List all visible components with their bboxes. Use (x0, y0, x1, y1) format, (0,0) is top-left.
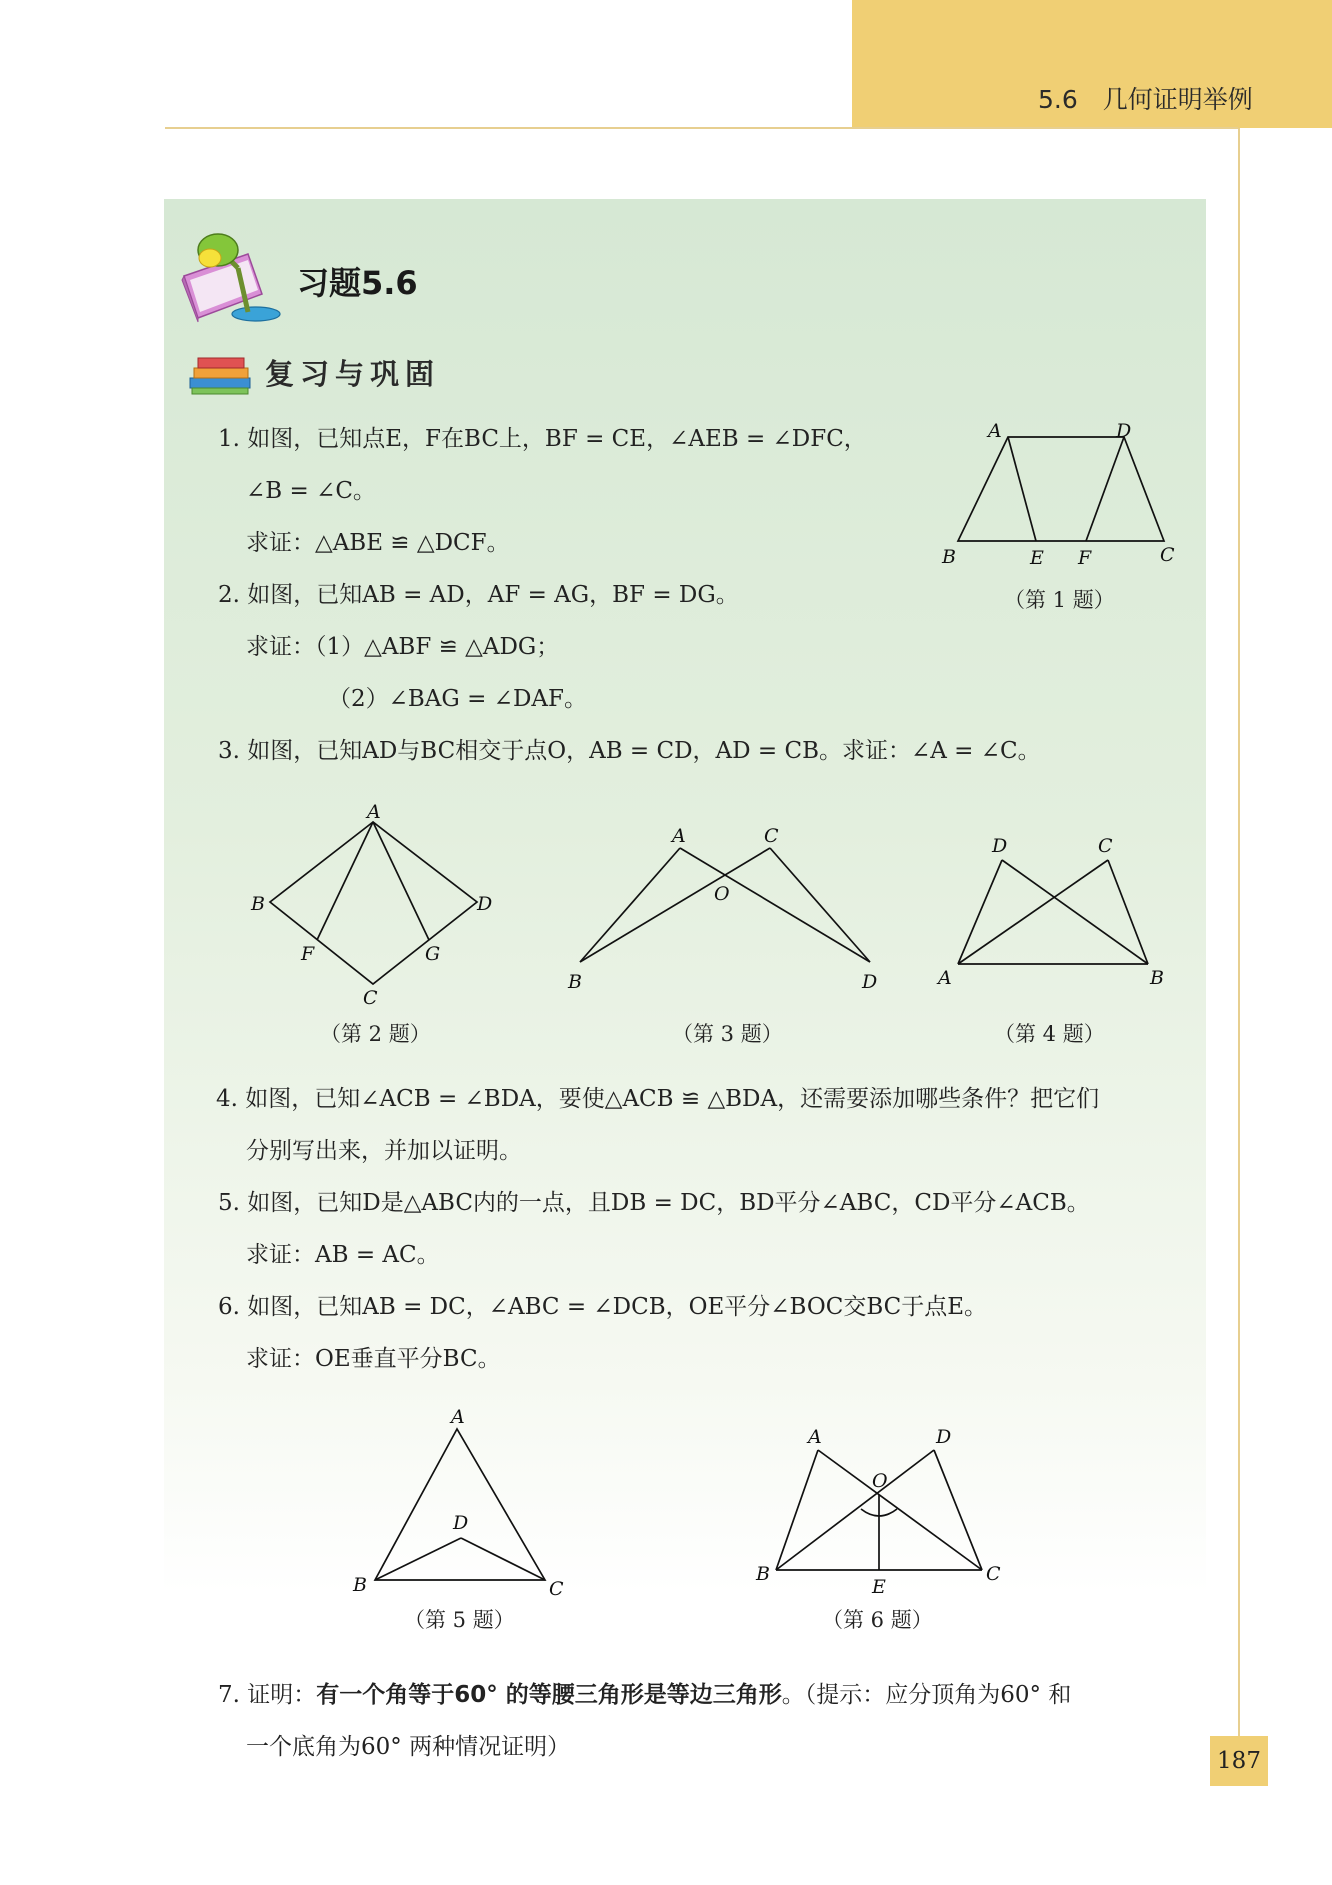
problem-2-line-2: 求证：（1）△ABF ≌ △ADG； (246, 634, 560, 660)
fig5-label-b: B (353, 1574, 367, 1596)
section-header: 5.6 几何证明举例 (1038, 85, 1253, 114)
fig3-label-c: C (764, 825, 779, 847)
figure-5 (345, 1405, 585, 1600)
fig2-label-g: G (425, 943, 441, 965)
fig4-label-a: A (938, 967, 952, 989)
fig3-label-a: A (672, 825, 686, 847)
problem-1-line-1: 1. 如图，已知点E，F在BC上，BF = CE，∠AEB = ∠DFC， (218, 426, 867, 452)
fig2-label-a: A (367, 801, 381, 823)
fig5-segment-bd (375, 1538, 461, 1580)
page-number: 187 (1217, 1748, 1261, 1774)
fig3-label-b: B (568, 971, 582, 993)
problem-7-prefix: 7. 证明： (218, 1682, 317, 1708)
fig5-label-c: C (549, 1578, 564, 1600)
fig2-segment-af (317, 822, 373, 940)
section-title: 复习与巩固 (265, 357, 441, 391)
problem-7-line-1 (218, 1676, 1071, 1709)
fig5-label-a: A (451, 1406, 465, 1428)
fig3-segment-ad (680, 848, 870, 962)
header-rule (165, 127, 1238, 129)
figure-2 (245, 800, 505, 1010)
fig5-label-d: D (453, 1512, 469, 1534)
desk-lamp-book-icon (178, 228, 284, 324)
problem-6-line-2: 求证：OE垂直平分BC。 (246, 1346, 501, 1372)
fig1-segment-ae (1008, 437, 1036, 541)
fig1-label-d: D (1116, 420, 1132, 442)
figure-6-caption: （第 6 题） (822, 1608, 933, 1632)
problem-2-line-1: 2. 如图，已知AB = AD，AF = AG，BF = DG。 (218, 582, 739, 608)
figure-2-caption: （第 2 题） (320, 1022, 431, 1046)
fig3-segment-cb (580, 848, 770, 962)
figure-6 (746, 1425, 1016, 1600)
figure-4 (930, 828, 1170, 998)
problem-1-line-2: ∠B = ∠C。 (246, 478, 376, 504)
fig4-label-c: C (1098, 835, 1113, 857)
problem-6-line-1: 6. 如图，已知AB = DC，∠ABC = ∠DCB，OE平分∠BOC交BC于点E。 (218, 1294, 988, 1320)
fig6-label-b: B (756, 1563, 770, 1585)
exercise-title: 习题5.6 (297, 264, 418, 302)
problem-7-statement: 有一个角等于60° 的等腰三角形是等边三角形 (316, 1682, 782, 1708)
problem-5-line-1: 5. 如图，已知D是△ABC内的一点，且DB = DC，BD平分∠ABC，CD平分∠ACB。 (218, 1190, 1090, 1216)
fig3-label-d: D (862, 971, 878, 993)
fig6-segment-db (776, 1450, 934, 1570)
fig3-label-o: O (714, 883, 730, 905)
figure-1 (940, 415, 1180, 575)
problem-2-line-3: （2）∠BAG = ∠DAF。 (328, 686, 587, 712)
problem-4-line-2: 分别写出来，并加以证明。 (246, 1138, 522, 1164)
fig1-label-a: A (988, 420, 1002, 442)
fig6-label-e: E (872, 1576, 886, 1598)
books-icon (186, 352, 258, 396)
fig2-segment-ag (373, 822, 429, 940)
problem-4-line-1: 4. 如图，已知∠ACB = ∠BDA，要使△ACB ≌ △BDA，还需要添加哪些条件？把它们 (216, 1086, 1100, 1112)
fig6-label-a: A (808, 1426, 822, 1448)
fig4-label-b: B (1150, 967, 1164, 989)
fig2-label-b: B (251, 893, 265, 915)
problem-7-hint: 。（提示：应分顶角为60° 和 (781, 1682, 1072, 1708)
fig2-label-d: D (477, 893, 493, 915)
problem-5-line-2: 求证：AB = AC。 (246, 1242, 440, 1268)
fig4-segment-bd (1002, 860, 1148, 964)
fig2-label-c: C (363, 987, 378, 1009)
figure-5-caption: （第 5 题） (404, 1608, 515, 1632)
fig1-label-b: B (942, 546, 956, 568)
fig4-segment-bc (1108, 860, 1148, 964)
fig4-label-d: D (992, 835, 1008, 857)
side-rule (1238, 128, 1240, 1738)
fig1-trapezoid (958, 437, 1164, 541)
figure-3 (560, 820, 890, 1000)
figure-1-caption: （第 1 题） (1004, 588, 1115, 612)
problem-3-line-1: 3. 如图，已知AD与BC相交于点O，AB = CD，AD = CB。求证：∠A = ∠C。 (218, 738, 1041, 764)
fig2-label-f: F (301, 943, 315, 965)
fig1-segment-df (1086, 437, 1124, 541)
figure-3-caption: （第 3 题） (672, 1022, 783, 1046)
fig1-label-f: F (1078, 547, 1092, 569)
fig1-label-e: E (1030, 547, 1044, 569)
fig6-label-c: C (986, 1563, 1001, 1585)
problem-7-line-2: 一个底角为60° 两种情况证明） (246, 1734, 571, 1760)
fig6-label-o: O (872, 1470, 888, 1492)
fig6-segment-ab (776, 1450, 818, 1570)
fig3-segment-ab (580, 848, 680, 962)
fig3-segment-cd (770, 848, 870, 962)
fig1-label-c: C (1160, 544, 1175, 566)
fig5-triangle-abc (375, 1429, 545, 1580)
fig6-label-d: D (936, 1426, 952, 1448)
problem-1-line-3: 求证：△ABE ≌ △DCF。 (246, 530, 510, 556)
figure-4-caption: （第 4 题） (994, 1022, 1105, 1046)
